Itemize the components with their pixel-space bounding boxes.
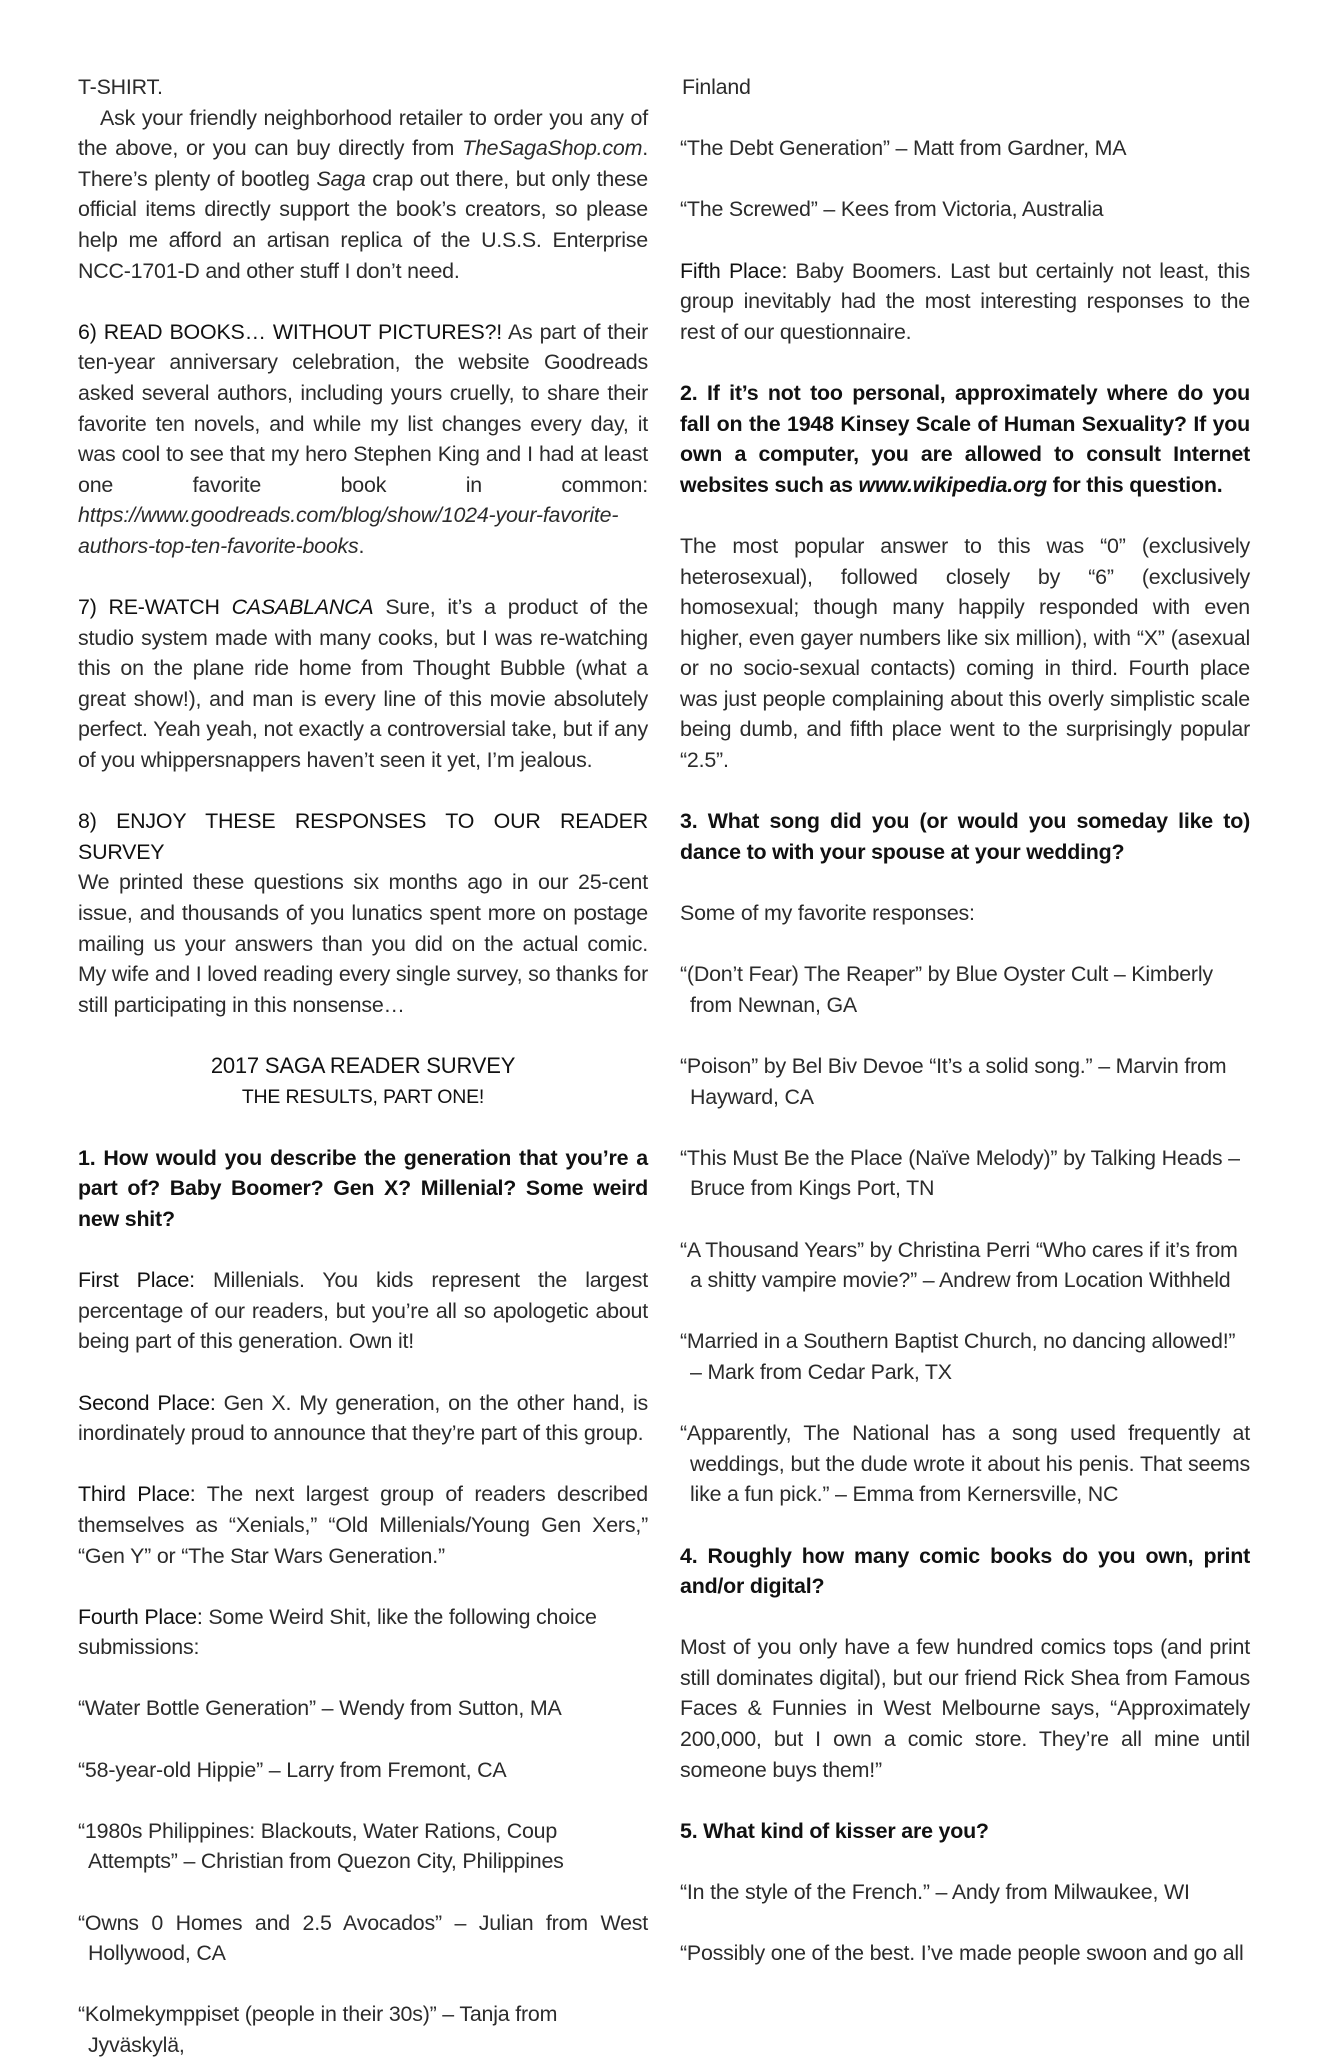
item-7-heading: 7) RE-WATCH — [78, 595, 232, 620]
item-7-body: Sure, it’s a product of the studio system made with many cooks, but I was re-watching this on the plane ride home from Thought Bubble (what a great show!), and man is every line of this movie absolutely perfect. Yeah yeah, not exactly a controversial take, but if any of you whippersnappers haven’t seen it yet, I’m jealous. — [78, 595, 648, 773]
answer-4: Most of you only have a few hundred comics tops (and print still dominates digital), but our friend Rick Shea from Famous Faces & Funnies in West Melbourne says, “Approximately 200,000, but I own a comic store. They’re all mine until someone buys them!” — [680, 1635, 1250, 1782]
first-place — [78, 1265, 648, 1357]
item-6-heading: 6) READ BOOKS… WITHOUT PICTURES?! — [78, 319, 503, 344]
response-debt-generation: “The Debt Generation” – Matt from Gardner, MA — [680, 136, 1127, 161]
song-reaper: “(Don’t Fear) The Reaper” by Blue Oyster Cult – Kimberly from Newnan, GA — [680, 962, 1213, 1017]
fourth-place-body: Some Weird Shit, like the following choice submissions: — [78, 1604, 597, 1660]
retailer-text-c: crap out there, but only these official items directly support the book’s creators, so please help me afford an artisan replica of the U.S.S. Enterprise NCC-1701-D and other stuff I don’t need. — [78, 166, 648, 283]
saga-title: Saga — [316, 166, 366, 191]
right-column — [680, 72, 1250, 1969]
fifth-place-label: Fifth Place: — [680, 258, 788, 283]
response-water-bottle: “Water Bottle Generation” – Wendy from Sutton, MA — [78, 1696, 562, 1721]
survey-subtitle: THE RESULTS, PART ONE! — [241, 1085, 485, 1108]
fifth-place — [680, 256, 1250, 348]
response-screwed: “The Screwed” – Kees from Victoria, Australia — [680, 197, 1104, 222]
second-place — [78, 1388, 648, 1449]
answer-2: The most popular answer to this was “0” (exclusively heterosexual), followed closely by “6” (exclusively homosexual; though many happily responded with even higher, even gayer numbers like six million), with “X” (asexual or no socio-sexual contacts) coming in third. Fourth place was just people complaining about this overly simplistic scale being dumb, and fifth place went to the surprisingly popular “2.5”. — [680, 533, 1250, 773]
response-kolmekymppiset: “Kolmekymppiset (people in their 30s)” – Tanja from Jyväskylä, — [78, 2002, 558, 2057]
retailer-paragraph — [78, 103, 648, 287]
retailer-text-a: Ask your friendly neighborhood retailer to order you any of the above, or you can buy directly from — [78, 105, 648, 161]
kisser-best: “Possibly one of the best. I’ve made people swoon and go all — [680, 1941, 1244, 1966]
item-6-end: . — [358, 533, 365, 558]
response-avocados: “Owns 0 Homes and 2.5 Avocados” – Julian from West Hollywood, CA — [78, 1910, 648, 1966]
item-6-body: As part of their ten-year anniversary celebration, the website Goodreads asked several authors, including yours cruelly, to share their favorite ten novels, and while my list changes every day, it was cool to see that my hero Stephen King and I had at least one favorite book in common: — [78, 319, 648, 497]
question-3: 3. What song did you (or would you someday like to) dance to with your spouse at your wedding? — [680, 809, 1250, 864]
question-5: 5. What kind of kisser are you? — [680, 1818, 989, 1843]
first-place-label: First Place: — [78, 1268, 195, 1293]
retailer-text-b: . There’s plenty of bootleg — [78, 136, 648, 191]
first-place-body: Millenials. You kids represent the largest percentage of our readers, but you’re all so apologetic about being part of this generation. Own it! — [78, 1268, 648, 1354]
question-1: 1. How would you describe the generation that you’re a part of? Baby Boomer? Gen X? Millenial? Some weird new shit? — [78, 1145, 648, 1231]
second-place-label: Second Place: — [78, 1390, 216, 1415]
song-the-national: “Apparently, The National has a song used frequently at weddings, but the dude wrote it about his penis. That seems like a fun pick.” – Emma from Kernersville, NC — [680, 1421, 1250, 1507]
question-4: 4. Roughly how many comic books do you own, print and/or digital? — [680, 1543, 1250, 1599]
fifth-place-body: Baby Boomers. Last but certainly not least, this group inevitably had the most interesting responses to the rest of our questionnaire. — [680, 258, 1250, 344]
third-place-body: The next largest group of readers described themselves as “Xenials,” “Old Millenials/Young Gen Xers,” “Gen Y” or “The Star Wars Generation.” — [78, 1482, 648, 1568]
fourth-place — [78, 1602, 648, 1663]
song-this-must-be-the-place: “This Must Be the Place (Naïve Melody)” by Talking Heads – Bruce from Kings Port, TN — [680, 1145, 1240, 1201]
question-2-text-b: for this question. — [1046, 472, 1223, 497]
left-column — [78, 72, 648, 2061]
response-kolmekymppiset-cont: Finland — [682, 75, 751, 99]
item-7 — [78, 592, 648, 776]
tshirt-line: T-SHIRT. — [78, 75, 163, 99]
third-place-label: Third Place: — [78, 1482, 196, 1507]
wikipedia-url: www.wikipedia.org — [858, 472, 1047, 497]
question-2 — [680, 378, 1250, 500]
answer-3-intro: Some of my favorite responses: — [680, 901, 975, 926]
third-place — [78, 1479, 648, 1571]
item-8-body: We printed these questions six months ago in our 25-cent issue, and thousands of you lunatics spent more on postage mailing us your answers than you did on the actual comic. My wife and I loved reading every single survey, so thanks for still participating in this nonsense… — [78, 870, 648, 1017]
survey-title: 2017 SAGA READER SURVEY — [210, 1053, 516, 1078]
kisser-french: “In the style of the French.” – Andy from Milwaukee, WI — [680, 1880, 1190, 1905]
item-8-heading: 8) ENJOY THESE RESPONSES TO OUR READER SURVEY — [78, 809, 648, 864]
goodreads-url: https://www.goodreads.com/blog/show/1024-your-favorite-authors-top-ten-favorite-books — [78, 503, 619, 558]
song-thousand-years: “A Thousand Years” by Christina Perri “Who cares if it’s from a shitty vampire movie?” – Andrew from Location Withheld — [680, 1237, 1238, 1293]
second-place-body: Gen X. My generation, on the other hand, is inordinately proud to announce that they’re part of this group. — [78, 1390, 649, 1446]
casablanca-title: CASABLANCA — [231, 595, 374, 620]
fourth-place-label: Fourth Place: — [78, 1604, 203, 1629]
sagashop-link: TheSagaShop.com — [462, 136, 643, 161]
response-philippines: “1980s Philippines: Blackouts, Water Rations, Coup Attempts” – Christian from Quezon City, Philippines — [78, 1818, 564, 1874]
question-2-text-a: 2. If it’s not too personal, approximately where do you fall on the 1948 Kinsey Scale of Human Sexuality? If you own a computer, you are allowed to consult Internet websites such as — [680, 380, 1250, 497]
item-6 — [78, 317, 648, 562]
song-poison: “Poison” by Bel Biv Devoe “It’s a solid song.” – Marvin from Hayward, CA — [680, 1054, 1227, 1109]
song-no-dancing: “Married in a Southern Baptist Church, no dancing allowed!” – Mark from Cedar Park, TX — [680, 1329, 1236, 1384]
response-hippie: “58-year-old Hippie” – Larry from Fremont, CA — [78, 1757, 507, 1782]
